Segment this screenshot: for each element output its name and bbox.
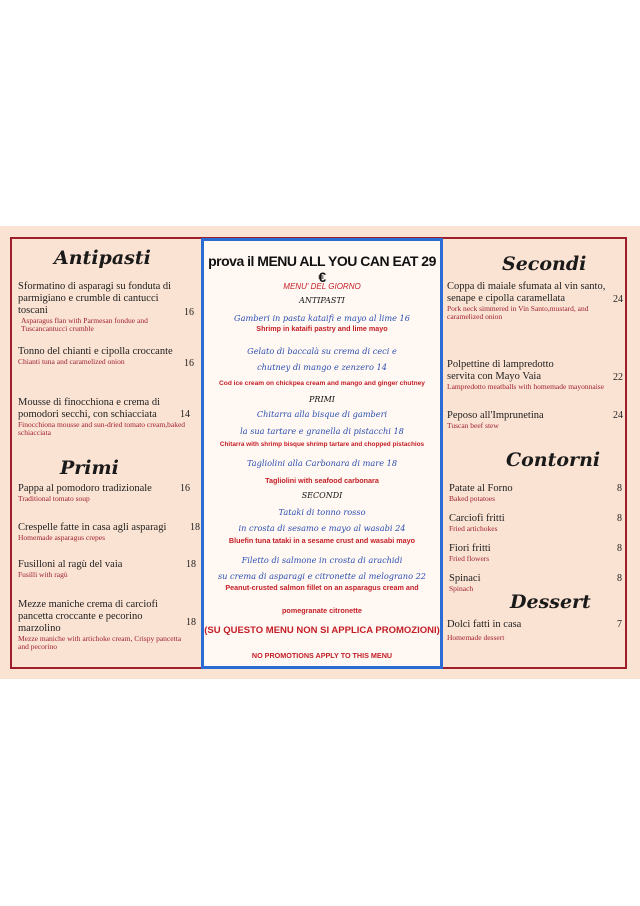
dish-italian: Filetto di salmone in crosta di arachidi xyxy=(241,555,403,565)
dish-italian: la sua tartare e granella di pistacchi 18 xyxy=(240,426,404,436)
promo-notice-english: NO PROMOTIONS APPLY TO THIS MENU xyxy=(251,651,393,660)
item-translation: Lampredotto meatballs with homemade mayonnaise xyxy=(447,382,605,391)
item-name: Mousse di finocchiona e crema di pomodori secchi, con schiacciata xyxy=(18,397,160,420)
item-translation: Finocchiona mousse and sun-dried tomato cream,baked schiacciata xyxy=(18,420,186,437)
item-price: 8 xyxy=(617,513,622,524)
item-price: 8 xyxy=(617,573,622,584)
item-translation: Tuscan beef stew xyxy=(447,421,499,430)
menu-item xyxy=(18,522,200,542)
dish-italian: Tagliolini alla Carbonara di mare 18 xyxy=(246,458,398,468)
dish-english: Tagliolini with seafood carbonara xyxy=(265,476,379,485)
item-translation: Chianti tuna and caramelized onion xyxy=(18,357,125,366)
dessert-title: Dessert xyxy=(510,591,591,613)
dish-italian: chutney di mango e zenzero 14 xyxy=(257,362,387,372)
item-name: Crespelle fatte in casa agli asparagi xyxy=(18,522,167,533)
right-column xyxy=(444,239,627,667)
left-column xyxy=(12,239,200,667)
dish-italian: Chitarra alla bisque di gamberi xyxy=(256,409,388,419)
secondi-label: SECONDI xyxy=(301,491,343,500)
item-translation: Fusilli with ragù xyxy=(18,570,68,579)
contorni-title: Contorni xyxy=(506,449,601,471)
dish-italian: Gamberi in pasta kataifi e mayo al lime 16 xyxy=(234,313,410,323)
dish-english: pomegranate citronette xyxy=(282,606,362,615)
item-translation: Traditional tomato soup xyxy=(18,494,90,503)
item-translation: Spinach xyxy=(449,584,474,593)
dish-english: Chitarra with shrimp bisque shrimp tartare and chopped pistachios xyxy=(219,441,425,448)
menu-item xyxy=(18,483,194,503)
item-name: Pappa al pomodoro tradizionale xyxy=(18,483,152,494)
item-price: 8 xyxy=(617,543,622,554)
item-translation: Fried artichokes xyxy=(449,524,498,533)
menu-item xyxy=(18,281,194,333)
item-price: 24 xyxy=(613,410,623,421)
item-name: Fusilloni al ragù del vaia xyxy=(18,559,123,570)
dish-english: Shrimp in kataifi pastry and lime mayo xyxy=(256,324,388,333)
dish-italian: in crosta di sesamo e mayo al wasabi 24 xyxy=(238,523,406,533)
promo-notice-italian: (SU QUESTO MENU NON SI APPLICA PROMOZIONI) xyxy=(204,625,440,636)
menu-item xyxy=(447,359,623,391)
center-header: prova il MENU ALL YOU CAN EAT 29 € xyxy=(208,253,436,285)
item-name: Carciofi fritti xyxy=(449,513,505,524)
item-name: Patate al Forno xyxy=(449,483,513,494)
dish-english: Cod ice cream on chickpea cream and mango and ginger chutney xyxy=(219,380,425,387)
item-price: 22 xyxy=(613,372,623,383)
menu-item xyxy=(449,513,622,533)
item-price: 18 xyxy=(186,617,196,628)
menu-item xyxy=(449,483,622,503)
item-translation: Fried flowers xyxy=(449,554,490,563)
item-translation: Baked potatoes xyxy=(449,494,496,503)
menu-item xyxy=(449,573,622,593)
menu-del-giorno-label: MENU' DEL GIORNO xyxy=(283,282,361,291)
dish-italian: Tataki di tonno rosso xyxy=(278,507,366,517)
item-price: 8 xyxy=(617,483,622,494)
item-price: 16 xyxy=(184,307,194,318)
item-name: Sformatino di asparagi su fonduta di parmigiano e crumble di cantucci toscani xyxy=(18,281,172,316)
dish-english: Bluefin tuna tataki in a sesame crust and wasabi mayo xyxy=(228,536,416,545)
dish-english: Peanut-crusted salmon fillet on an asparagus cream and xyxy=(225,583,419,592)
item-translation: Homemade dessert xyxy=(447,633,505,642)
menu-item xyxy=(18,346,194,369)
item-name: Spinaci xyxy=(449,573,481,584)
item-translation: Homemade asparagus crepes xyxy=(18,533,106,542)
menu-item xyxy=(447,619,622,642)
menu-item xyxy=(447,281,623,321)
item-translation: Mezze maniche with artichoke cream, Crispy pancetta and pecorino xyxy=(18,634,182,651)
menu-item xyxy=(18,559,200,579)
item-name: Polpettine di lampredotto servita con Mayo Vaia xyxy=(447,359,554,382)
antipasti-label: ANTIPASTI xyxy=(299,296,345,305)
item-price: 16 xyxy=(184,358,194,369)
primi-label: PRIMI xyxy=(309,395,335,404)
item-translation: Asparagus flan with Parmesan fondue and Tuscancantucci crumble xyxy=(21,316,148,333)
item-price: 16 xyxy=(180,483,190,494)
all-you-can-eat-panel xyxy=(201,238,443,669)
item-price: 18 xyxy=(190,522,200,533)
item-name: Mezze maniche crema di carciofi pancetta croccante e pecorino marzolino xyxy=(18,599,158,634)
menu-item xyxy=(18,599,200,651)
item-translation: Pork neck simmered in Vin Santo,mustard, and caramelized onion xyxy=(447,304,589,321)
item-name: Coppa di maiale sfumata al vin santo, senape e cipolla caramellata xyxy=(447,281,606,304)
item-name: Peposo all'Imprunetina xyxy=(447,410,544,421)
item-name: Dolci fatti in casa xyxy=(447,619,522,630)
menu-item xyxy=(447,410,623,430)
primi-title: Primi xyxy=(60,457,119,479)
item-price: 18 xyxy=(186,559,196,570)
dish-italian: su crema di asparagi e citronette al melograno 22 xyxy=(217,571,427,581)
item-name: Fiori fritti xyxy=(449,543,491,554)
item-price: 14 xyxy=(180,409,190,420)
dish-italian: Gelato di baccalà su crema di ceci e xyxy=(247,346,397,356)
item-name: Tonno del chianti e cipolla croccante xyxy=(18,346,173,357)
antipasti-title: Antipasti xyxy=(54,247,151,269)
item-price: 7 xyxy=(617,619,622,630)
item-price: 24 xyxy=(613,294,623,305)
secondi-title: Secondi xyxy=(502,253,587,275)
menu-item xyxy=(18,397,194,437)
menu-item xyxy=(449,543,622,563)
